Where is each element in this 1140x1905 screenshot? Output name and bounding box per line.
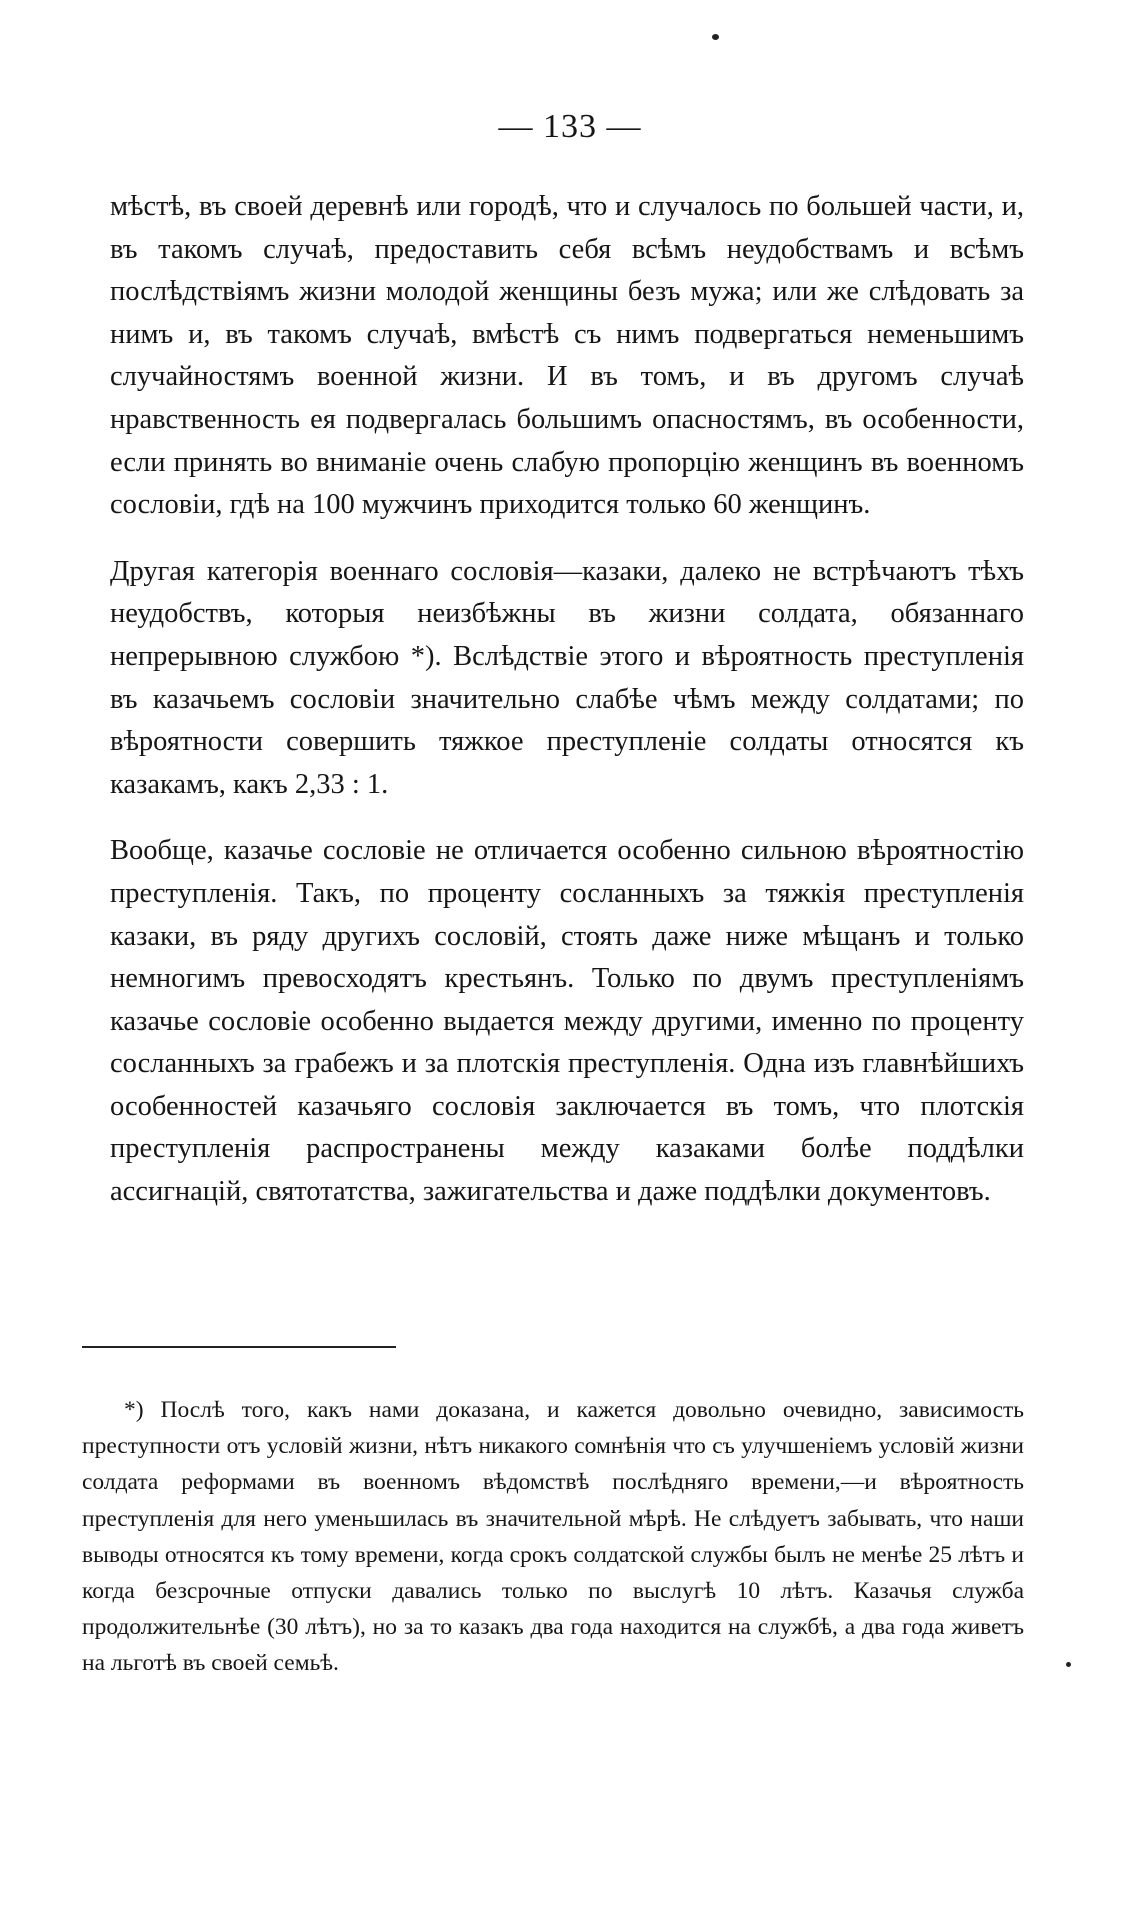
paragraph: Вообще, казачье сословіе не отличается особенно сильною вѣроятностію преступленія. Такъ, по проценту сосланныхъ за тяжкія преступленія казаки, въ ряду другихъ сословій, стоять даже ниже мѣщанъ и только немногимъ превосходятъ крестьянъ. Только по двумъ преступленіямъ казачье сословіе особенно выдается между другими, именно по проценту сосланныхъ за грабежъ и за плотскія преступленія. Одна изъ главнѣйшихъ особенностей казачьяго сословія заключается въ томъ, что плотскія преступленія распространены между казаками болѣе поддѣлки ассигнацій, святотатства, зажигательства и даже поддѣлки документовъ. bbox=[110, 835, 1024, 1208]
ink-speck bbox=[712, 34, 719, 40]
paragraph: Другая категорія военнаго сословія—казаки, далеко не встрѣчаютъ тѣхъ неудобствъ, которыя неизбѣжны въ жизни солдата, обязаннаго непрерывною службою *). Вслѣдствіе этого и вѣроятность преступленія въ казачьемъ сословіи значительно слабѣе чѣмъ между солдатами; по вѣроятности совершить тяжкое преступленіе солдаты относятся къ казакамъ, какъ 2,33 : 1. bbox=[110, 555, 1024, 800]
paragraph: мѣстѣ, въ своей деревнѣ или городѣ, что и случалось по большей части, и, въ такомъ случаѣ, предоставить себя всѣмъ неудобствамъ и всѣмъ послѣдствіямъ жизни молодой женщины безъ мужа; или же слѣдовать за нимъ и, въ такомъ случаѣ, вмѣстѣ съ нимъ подвергаться неменьшимъ случайностямъ военной жизни. И въ томъ, и въ другомъ случаѣ нравственность ея подвергалась большимъ опасностямъ, въ особенности, если принять во вниманіе очень слабую пропорцію женщинъ въ военномъ сословіи, гдѣ на 100 мужчинъ приходится только 60 женщинъ. bbox=[110, 191, 1024, 521]
footnote bbox=[82, 1392, 1024, 1682]
main-text bbox=[110, 186, 1024, 1238]
footnote-text: Послѣ того, какъ нами доказана, и кажется довольно очевидно, зависимость преступности отъ условій жизни, нѣтъ никакого сомнѣнія что съ улучшеніемъ условій жизни солдата реформами въ военномъ вѣдомствѣ послѣдняго времени,—и вѣроятность преступленія для него уменьшилась въ значительной мѣрѣ. Не слѣдуетъ забывать, что наши выводы относятся къ тому времени, когда срокъ солдатской службы былъ не менѣе 25 лѣтъ и когда безсрочные отпуски давались только по выслугѣ 10 лѣтъ. Казачья служба продолжительнѣе (30 лѣтъ), но за то казакъ два года находится на службѣ, а два года живетъ на льготѣ въ своей семьѣ. bbox=[82, 1397, 1024, 1677]
page-number: — 133 — bbox=[498, 108, 642, 145]
footnote-divider bbox=[82, 1346, 396, 1348]
ink-speck bbox=[1066, 1662, 1071, 1667]
footnote-mark: *) bbox=[124, 1397, 144, 1423]
